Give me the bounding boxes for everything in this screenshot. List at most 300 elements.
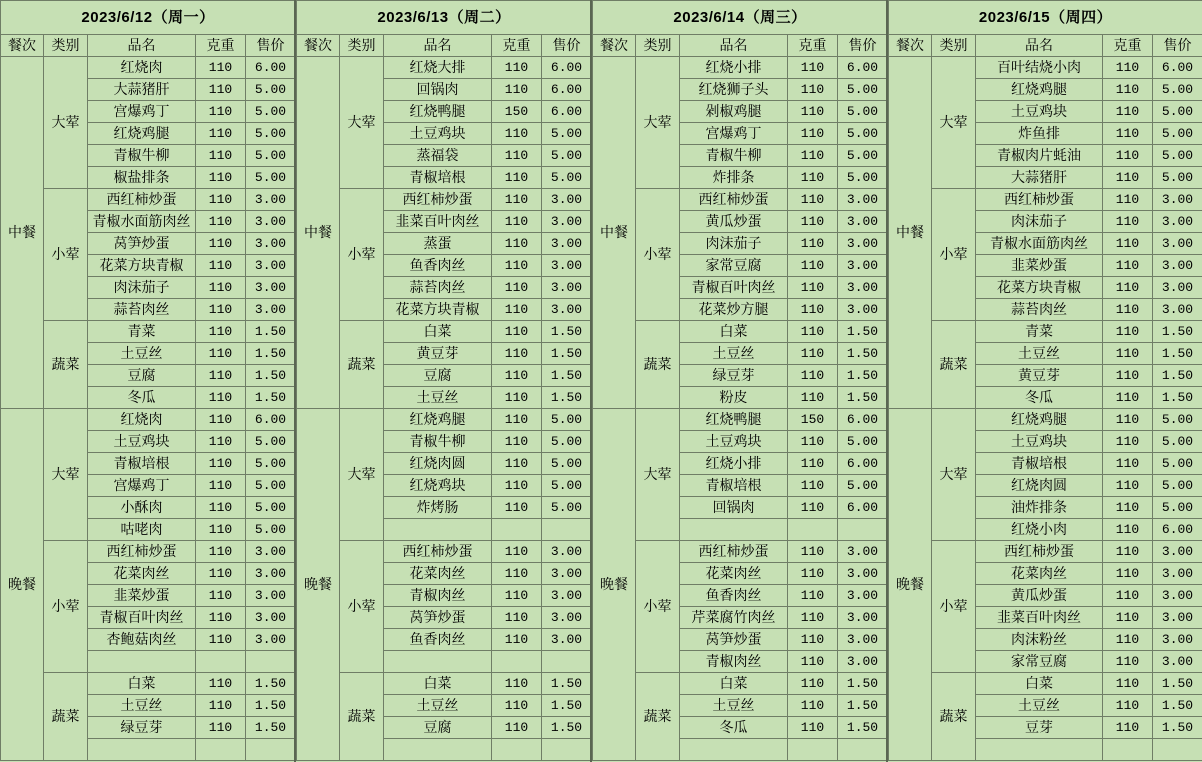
dish-name-cell[interactable]: 土豆丝 bbox=[680, 695, 788, 717]
weight-cell[interactable]: 110 bbox=[196, 123, 246, 145]
price-cell[interactable]: 1.50 bbox=[246, 673, 296, 695]
weight-cell[interactable] bbox=[196, 651, 246, 673]
price-column-header[interactable]: 售价 bbox=[838, 35, 888, 57]
category-cell[interactable]: 小荤 bbox=[932, 541, 976, 673]
price-cell[interactable] bbox=[838, 739, 888, 761]
price-cell[interactable]: 3.00 bbox=[838, 563, 888, 585]
dish-name-cell[interactable]: 青椒培根 bbox=[384, 167, 492, 189]
weight-cell[interactable]: 110 bbox=[788, 607, 838, 629]
price-cell[interactable] bbox=[1153, 739, 1202, 761]
dish-name-cell[interactable]: 蒜苔肉丝 bbox=[88, 299, 196, 321]
price-cell[interactable]: 6.00 bbox=[838, 57, 888, 79]
price-cell[interactable]: 3.00 bbox=[1153, 541, 1202, 563]
price-cell[interactable]: 5.00 bbox=[1153, 79, 1202, 101]
price-cell[interactable]: 3.00 bbox=[246, 277, 296, 299]
dish-name-cell[interactable]: 西红柿炒蛋 bbox=[384, 541, 492, 563]
weight-cell[interactable]: 110 bbox=[492, 695, 542, 717]
weight-cell[interactable]: 110 bbox=[788, 321, 838, 343]
dish-name-cell[interactable]: 莴笋炒蛋 bbox=[680, 629, 788, 651]
price-cell[interactable]: 3.00 bbox=[838, 211, 888, 233]
weight-cell[interactable]: 110 bbox=[492, 211, 542, 233]
category-cell[interactable]: 蔬菜 bbox=[44, 321, 88, 409]
dish-name-cell[interactable]: 白菜 bbox=[384, 321, 492, 343]
price-cell[interactable]: 1.50 bbox=[542, 387, 592, 409]
weight-cell[interactable]: 110 bbox=[1103, 497, 1153, 519]
dish-name-cell[interactable]: 土豆丝 bbox=[976, 343, 1103, 365]
name-column-header[interactable]: 品名 bbox=[88, 35, 196, 57]
price-cell[interactable]: 6.00 bbox=[246, 409, 296, 431]
dish-name-cell[interactable]: 西红柿炒蛋 bbox=[680, 189, 788, 211]
price-cell[interactable]: 5.00 bbox=[542, 497, 592, 519]
dish-name-cell[interactable]: 鱼香肉丝 bbox=[680, 585, 788, 607]
category-cell[interactable]: 小荤 bbox=[44, 541, 88, 673]
weight-cell[interactable]: 110 bbox=[196, 233, 246, 255]
weight-cell[interactable]: 110 bbox=[492, 79, 542, 101]
weight-cell[interactable]: 110 bbox=[788, 497, 838, 519]
dish-name-cell[interactable]: 土豆丝 bbox=[976, 695, 1103, 717]
dish-name-cell[interactable]: 红烧鸡腿 bbox=[384, 409, 492, 431]
dish-name-cell[interactable]: 青椒水面筋肉丝 bbox=[976, 233, 1103, 255]
dish-name-cell[interactable] bbox=[680, 519, 788, 541]
price-cell[interactable]: 3.00 bbox=[838, 629, 888, 651]
meal-cell[interactable]: 晚餐 bbox=[889, 409, 932, 761]
weight-cell[interactable]: 110 bbox=[196, 365, 246, 387]
price-cell[interactable]: 1.50 bbox=[246, 365, 296, 387]
dish-name-cell[interactable] bbox=[88, 739, 196, 761]
name-column-header[interactable]: 品名 bbox=[384, 35, 492, 57]
weight-cell[interactable]: 110 bbox=[196, 497, 246, 519]
dish-name-cell[interactable]: 油炸排条 bbox=[976, 497, 1103, 519]
dish-name-cell[interactable] bbox=[976, 739, 1103, 761]
weight-cell[interactable]: 110 bbox=[196, 167, 246, 189]
dish-name-cell[interactable]: 土豆丝 bbox=[680, 343, 788, 365]
dish-name-cell[interactable]: 土豆丝 bbox=[88, 343, 196, 365]
meal-cell[interactable]: 晚餐 bbox=[593, 409, 636, 761]
dish-name-cell[interactable]: 西红柿炒蛋 bbox=[976, 541, 1103, 563]
weight-cell[interactable]: 110 bbox=[1103, 321, 1153, 343]
weight-cell[interactable]: 110 bbox=[492, 255, 542, 277]
category-cell[interactable]: 蔬菜 bbox=[340, 321, 384, 409]
weight-cell[interactable] bbox=[1103, 739, 1153, 761]
price-cell[interactable]: 6.00 bbox=[838, 497, 888, 519]
category-cell[interactable]: 小荤 bbox=[340, 189, 384, 321]
dish-name-cell[interactable]: 花菜炒方腿 bbox=[680, 299, 788, 321]
category-cell[interactable]: 大荤 bbox=[636, 57, 680, 189]
price-cell[interactable]: 5.00 bbox=[1153, 409, 1202, 431]
weight-cell[interactable]: 110 bbox=[1103, 233, 1153, 255]
weight-cell[interactable]: 110 bbox=[196, 431, 246, 453]
weight-cell[interactable]: 110 bbox=[492, 167, 542, 189]
price-cell[interactable]: 3.00 bbox=[1153, 585, 1202, 607]
dish-name-cell[interactable]: 花菜方块青椒 bbox=[384, 299, 492, 321]
price-cell[interactable]: 1.50 bbox=[838, 387, 888, 409]
price-cell[interactable]: 6.00 bbox=[542, 57, 592, 79]
weight-cell[interactable]: 150 bbox=[492, 101, 542, 123]
category-cell[interactable]: 蔬菜 bbox=[636, 673, 680, 761]
dish-name-cell[interactable]: 蒸蛋 bbox=[384, 233, 492, 255]
dish-name-cell[interactable]: 豆腐 bbox=[384, 717, 492, 739]
dish-name-cell[interactable]: 红烧狮子头 bbox=[680, 79, 788, 101]
dish-name-cell[interactable]: 豆腐 bbox=[88, 365, 196, 387]
date-header[interactable]: 2023/6/12（周一） bbox=[1, 1, 296, 35]
weight-cell[interactable]: 110 bbox=[1103, 277, 1153, 299]
weight-cell[interactable]: 110 bbox=[492, 123, 542, 145]
category-cell[interactable]: 小荤 bbox=[636, 541, 680, 673]
price-cell[interactable]: 5.00 bbox=[1153, 167, 1202, 189]
category-cell[interactable]: 大荤 bbox=[932, 409, 976, 541]
dish-name-cell[interactable]: 青椒百叶肉丝 bbox=[88, 607, 196, 629]
price-cell[interactable]: 5.00 bbox=[246, 167, 296, 189]
weight-cell[interactable]: 110 bbox=[1103, 387, 1153, 409]
price-cell[interactable]: 3.00 bbox=[838, 585, 888, 607]
dish-name-cell[interactable]: 回锅肉 bbox=[384, 79, 492, 101]
meal-cell[interactable]: 中餐 bbox=[1, 57, 44, 409]
price-cell[interactable]: 5.00 bbox=[246, 123, 296, 145]
price-cell[interactable]: 3.00 bbox=[838, 255, 888, 277]
meal-column-header[interactable]: 餐次 bbox=[593, 35, 636, 57]
price-cell[interactable]: 5.00 bbox=[1153, 101, 1202, 123]
dish-name-cell[interactable]: 红烧小排 bbox=[680, 453, 788, 475]
price-cell[interactable]: 1.50 bbox=[838, 673, 888, 695]
dish-name-cell[interactable]: 鱼香肉丝 bbox=[384, 629, 492, 651]
dish-name-cell[interactable]: 青菜 bbox=[976, 321, 1103, 343]
weight-cell[interactable]: 110 bbox=[196, 607, 246, 629]
price-cell[interactable]: 5.00 bbox=[246, 101, 296, 123]
price-cell[interactable]: 5.00 bbox=[1153, 123, 1202, 145]
weight-cell[interactable]: 110 bbox=[492, 145, 542, 167]
price-cell[interactable]: 1.50 bbox=[1153, 321, 1202, 343]
weight-cell[interactable]: 110 bbox=[788, 453, 838, 475]
dish-name-cell[interactable]: 土豆丝 bbox=[384, 695, 492, 717]
weight-cell[interactable]: 110 bbox=[788, 101, 838, 123]
dish-name-cell[interactable]: 红烧鸭腿 bbox=[680, 409, 788, 431]
dish-name-cell[interactable]: 炸烤肠 bbox=[384, 497, 492, 519]
dish-name-cell[interactable]: 宫爆鸡丁 bbox=[88, 101, 196, 123]
weight-cell[interactable]: 110 bbox=[788, 167, 838, 189]
weight-cell[interactable]: 110 bbox=[1103, 585, 1153, 607]
dish-name-cell[interactable]: 西红柿炒蛋 bbox=[384, 189, 492, 211]
meal-cell[interactable]: 中餐 bbox=[593, 57, 636, 409]
dish-name-cell[interactable]: 土豆鸡块 bbox=[680, 431, 788, 453]
weight-cell[interactable]: 110 bbox=[196, 277, 246, 299]
weight-cell[interactable]: 110 bbox=[196, 629, 246, 651]
weight-cell[interactable]: 110 bbox=[492, 541, 542, 563]
dish-name-cell[interactable]: 白菜 bbox=[976, 673, 1103, 695]
date-header[interactable]: 2023/6/13（周二） bbox=[297, 1, 592, 35]
dish-name-cell[interactable]: 花菜方块青椒 bbox=[976, 277, 1103, 299]
weight-cell[interactable]: 110 bbox=[788, 673, 838, 695]
dish-name-cell[interactable]: 土豆鸡块 bbox=[384, 123, 492, 145]
price-cell[interactable]: 3.00 bbox=[246, 607, 296, 629]
dish-name-cell[interactable]: 青菜 bbox=[88, 321, 196, 343]
dish-name-cell[interactable]: 红烧鸡腿 bbox=[976, 79, 1103, 101]
dish-name-cell[interactable]: 白菜 bbox=[680, 321, 788, 343]
price-cell[interactable]: 5.00 bbox=[1153, 145, 1202, 167]
weight-cell[interactable]: 110 bbox=[1103, 211, 1153, 233]
price-cell[interactable]: 5.00 bbox=[542, 123, 592, 145]
weight-column-header[interactable]: 克重 bbox=[492, 35, 542, 57]
weight-cell[interactable]: 110 bbox=[196, 145, 246, 167]
weight-cell[interactable]: 110 bbox=[1103, 409, 1153, 431]
weight-cell[interactable]: 110 bbox=[196, 541, 246, 563]
category-cell[interactable]: 大荤 bbox=[636, 409, 680, 541]
price-cell[interactable]: 3.00 bbox=[542, 541, 592, 563]
dish-name-cell[interactable]: 肉沫茄子 bbox=[88, 277, 196, 299]
meal-cell[interactable]: 晚餐 bbox=[297, 409, 340, 761]
price-cell[interactable]: 5.00 bbox=[246, 145, 296, 167]
weight-cell[interactable]: 110 bbox=[788, 629, 838, 651]
dish-name-cell[interactable]: 炸排条 bbox=[680, 167, 788, 189]
name-column-header[interactable]: 品名 bbox=[976, 35, 1103, 57]
weight-cell[interactable]: 110 bbox=[492, 453, 542, 475]
dish-name-cell[interactable]: 韭菜炒蛋 bbox=[976, 255, 1103, 277]
price-cell[interactable]: 3.00 bbox=[1153, 255, 1202, 277]
dish-name-cell[interactable]: 土豆丝 bbox=[384, 387, 492, 409]
price-column-header[interactable]: 售价 bbox=[1153, 35, 1202, 57]
weight-cell[interactable]: 110 bbox=[788, 57, 838, 79]
dish-name-cell[interactable]: 蒸福袋 bbox=[384, 145, 492, 167]
price-cell[interactable]: 1.50 bbox=[1153, 695, 1202, 717]
price-cell[interactable]: 5.00 bbox=[838, 145, 888, 167]
dish-name-cell[interactable]: 红烧鸡腿 bbox=[976, 409, 1103, 431]
price-cell[interactable]: 1.50 bbox=[246, 695, 296, 717]
price-cell[interactable]: 3.00 bbox=[1153, 651, 1202, 673]
price-cell[interactable]: 1.50 bbox=[246, 717, 296, 739]
weight-cell[interactable]: 110 bbox=[492, 189, 542, 211]
price-cell[interactable]: 1.50 bbox=[542, 717, 592, 739]
weight-cell[interactable]: 150 bbox=[788, 409, 838, 431]
meal-cell[interactable]: 中餐 bbox=[889, 57, 932, 409]
price-cell[interactable]: 3.00 bbox=[246, 541, 296, 563]
dish-name-cell[interactable]: 红烧肉 bbox=[88, 409, 196, 431]
dish-name-cell[interactable]: 白菜 bbox=[384, 673, 492, 695]
category-column-header[interactable]: 类别 bbox=[932, 35, 976, 57]
category-cell[interactable]: 大荤 bbox=[340, 57, 384, 189]
weight-cell[interactable]: 110 bbox=[788, 651, 838, 673]
weight-cell[interactable]: 110 bbox=[788, 343, 838, 365]
price-cell[interactable]: 3.00 bbox=[838, 233, 888, 255]
dish-name-cell[interactable] bbox=[384, 651, 492, 673]
category-column-header[interactable]: 类别 bbox=[44, 35, 88, 57]
weight-cell[interactable]: 110 bbox=[196, 79, 246, 101]
dish-name-cell[interactable]: 红烧肉圆 bbox=[384, 453, 492, 475]
price-cell[interactable]: 5.00 bbox=[542, 453, 592, 475]
price-cell[interactable]: 3.00 bbox=[246, 563, 296, 585]
dish-name-cell[interactable]: 花菜肉丝 bbox=[976, 563, 1103, 585]
weight-cell[interactable]: 110 bbox=[492, 717, 542, 739]
dish-name-cell[interactable]: 青椒培根 bbox=[88, 453, 196, 475]
weight-cell[interactable] bbox=[788, 519, 838, 541]
dish-name-cell[interactable]: 回锅肉 bbox=[680, 497, 788, 519]
price-cell[interactable]: 1.50 bbox=[838, 321, 888, 343]
dish-name-cell[interactable]: 西红柿炒蛋 bbox=[680, 541, 788, 563]
weight-cell[interactable]: 110 bbox=[196, 475, 246, 497]
price-cell[interactable]: 5.00 bbox=[246, 431, 296, 453]
dish-name-cell[interactable]: 宫爆鸡丁 bbox=[680, 123, 788, 145]
weight-cell[interactable] bbox=[492, 739, 542, 761]
price-column-header[interactable]: 售价 bbox=[542, 35, 592, 57]
price-cell[interactable]: 6.00 bbox=[542, 79, 592, 101]
dish-name-cell[interactable]: 红烧鸡腿 bbox=[88, 123, 196, 145]
dish-name-cell[interactable]: 绿豆芽 bbox=[88, 717, 196, 739]
price-cell[interactable]: 1.50 bbox=[246, 343, 296, 365]
price-cell[interactable]: 3.00 bbox=[838, 277, 888, 299]
price-cell[interactable] bbox=[542, 519, 592, 541]
dish-name-cell[interactable]: 肉沫粉丝 bbox=[976, 629, 1103, 651]
category-column-header[interactable]: 类别 bbox=[340, 35, 384, 57]
price-cell[interactable]: 1.50 bbox=[838, 365, 888, 387]
weight-cell[interactable]: 110 bbox=[196, 695, 246, 717]
price-cell[interactable]: 3.00 bbox=[246, 299, 296, 321]
weight-cell[interactable]: 110 bbox=[1103, 145, 1153, 167]
dish-name-cell[interactable]: 冬瓜 bbox=[680, 717, 788, 739]
dish-name-cell[interactable]: 白菜 bbox=[88, 673, 196, 695]
price-cell[interactable]: 1.50 bbox=[542, 343, 592, 365]
weight-cell[interactable]: 110 bbox=[788, 211, 838, 233]
date-header[interactable]: 2023/6/15（周四） bbox=[889, 1, 1202, 35]
category-cell[interactable]: 大荤 bbox=[340, 409, 384, 541]
price-cell[interactable]: 3.00 bbox=[542, 189, 592, 211]
weight-cell[interactable]: 110 bbox=[788, 145, 838, 167]
weight-cell[interactable]: 110 bbox=[788, 123, 838, 145]
price-cell[interactable]: 5.00 bbox=[246, 79, 296, 101]
dish-name-cell[interactable]: 肉沫茄子 bbox=[680, 233, 788, 255]
price-cell[interactable]: 1.50 bbox=[838, 343, 888, 365]
weight-cell[interactable]: 110 bbox=[196, 255, 246, 277]
category-cell[interactable]: 大荤 bbox=[44, 57, 88, 189]
price-cell[interactable]: 3.00 bbox=[246, 211, 296, 233]
dish-name-cell[interactable]: 韭菜炒蛋 bbox=[88, 585, 196, 607]
weight-column-header[interactable]: 克重 bbox=[1103, 35, 1153, 57]
price-cell[interactable]: 1.50 bbox=[1153, 365, 1202, 387]
price-cell[interactable]: 1.50 bbox=[1153, 673, 1202, 695]
price-cell[interactable]: 3.00 bbox=[1153, 299, 1202, 321]
weight-cell[interactable]: 110 bbox=[1103, 673, 1153, 695]
weight-cell[interactable]: 110 bbox=[196, 189, 246, 211]
price-cell[interactable]: 1.50 bbox=[542, 673, 592, 695]
dish-name-cell[interactable]: 黄豆芽 bbox=[976, 365, 1103, 387]
price-cell[interactable]: 5.00 bbox=[1153, 497, 1202, 519]
category-cell[interactable]: 小荤 bbox=[44, 189, 88, 321]
weight-cell[interactable]: 110 bbox=[1103, 629, 1153, 651]
price-cell[interactable]: 1.50 bbox=[1153, 717, 1202, 739]
price-cell[interactable]: 5.00 bbox=[838, 431, 888, 453]
dish-name-cell[interactable]: 红烧小肉 bbox=[976, 519, 1103, 541]
price-cell[interactable]: 3.00 bbox=[542, 585, 592, 607]
weight-cell[interactable]: 110 bbox=[492, 563, 542, 585]
weight-cell[interactable]: 110 bbox=[196, 299, 246, 321]
weight-cell[interactable]: 110 bbox=[196, 673, 246, 695]
weight-column-header[interactable]: 克重 bbox=[196, 35, 246, 57]
weight-cell[interactable]: 110 bbox=[492, 277, 542, 299]
dish-name-cell[interactable]: 大蒜猪肝 bbox=[88, 79, 196, 101]
weight-cell[interactable]: 110 bbox=[1103, 695, 1153, 717]
dish-name-cell[interactable]: 粉皮 bbox=[680, 387, 788, 409]
meal-column-header[interactable]: 餐次 bbox=[297, 35, 340, 57]
weight-cell[interactable]: 110 bbox=[492, 607, 542, 629]
dish-name-cell[interactable]: 红烧小排 bbox=[680, 57, 788, 79]
dish-name-cell[interactable]: 莴笋炒蛋 bbox=[88, 233, 196, 255]
weight-cell[interactable]: 110 bbox=[788, 563, 838, 585]
price-cell[interactable]: 3.00 bbox=[246, 189, 296, 211]
price-cell[interactable]: 6.00 bbox=[542, 101, 592, 123]
weight-cell[interactable]: 110 bbox=[492, 233, 542, 255]
price-cell[interactable]: 1.50 bbox=[1153, 343, 1202, 365]
weight-column-header[interactable]: 克重 bbox=[788, 35, 838, 57]
price-cell[interactable]: 5.00 bbox=[542, 167, 592, 189]
weight-cell[interactable]: 110 bbox=[788, 255, 838, 277]
dish-name-cell[interactable]: 宫爆鸡丁 bbox=[88, 475, 196, 497]
weight-cell[interactable]: 110 bbox=[788, 585, 838, 607]
weight-cell[interactable]: 110 bbox=[1103, 651, 1153, 673]
price-cell[interactable]: 3.00 bbox=[1153, 233, 1202, 255]
dish-name-cell[interactable]: 青椒培根 bbox=[976, 453, 1103, 475]
price-cell[interactable]: 3.00 bbox=[542, 233, 592, 255]
dish-name-cell[interactable]: 小酥肉 bbox=[88, 497, 196, 519]
dish-name-cell[interactable]: 花菜方块青椒 bbox=[88, 255, 196, 277]
price-cell[interactable]: 3.00 bbox=[1153, 607, 1202, 629]
weight-cell[interactable]: 110 bbox=[1103, 57, 1153, 79]
price-cell[interactable] bbox=[838, 519, 888, 541]
weight-cell[interactable]: 110 bbox=[788, 541, 838, 563]
date-header[interactable]: 2023/6/14（周三） bbox=[593, 1, 888, 35]
weight-cell[interactable]: 110 bbox=[1103, 453, 1153, 475]
weight-cell[interactable]: 110 bbox=[492, 497, 542, 519]
price-cell[interactable]: 5.00 bbox=[838, 475, 888, 497]
category-cell[interactable]: 蔬菜 bbox=[932, 321, 976, 409]
weight-cell[interactable]: 110 bbox=[196, 343, 246, 365]
price-cell[interactable]: 1.50 bbox=[542, 321, 592, 343]
price-cell[interactable]: 1.50 bbox=[542, 365, 592, 387]
dish-name-cell[interactable]: 青椒牛柳 bbox=[88, 145, 196, 167]
price-cell[interactable]: 6.00 bbox=[838, 409, 888, 431]
weight-cell[interactable] bbox=[788, 739, 838, 761]
dish-name-cell[interactable]: 红烧鸡块 bbox=[384, 475, 492, 497]
weight-cell[interactable]: 110 bbox=[1103, 343, 1153, 365]
dish-name-cell[interactable]: 冬瓜 bbox=[976, 387, 1103, 409]
price-cell[interactable]: 3.00 bbox=[246, 585, 296, 607]
weight-cell[interactable]: 110 bbox=[788, 233, 838, 255]
price-cell[interactable]: 3.00 bbox=[1153, 563, 1202, 585]
category-cell[interactable]: 小荤 bbox=[932, 189, 976, 321]
dish-name-cell[interactable]: 蒜苔肉丝 bbox=[384, 277, 492, 299]
weight-cell[interactable]: 110 bbox=[492, 299, 542, 321]
dish-name-cell[interactable]: 黄瓜炒蛋 bbox=[680, 211, 788, 233]
category-cell[interactable]: 蔬菜 bbox=[932, 673, 976, 761]
price-cell[interactable]: 1.50 bbox=[246, 387, 296, 409]
dish-name-cell[interactable]: 鱼香肉丝 bbox=[384, 255, 492, 277]
weight-cell[interactable]: 110 bbox=[196, 57, 246, 79]
dish-name-cell[interactable]: 西红柿炒蛋 bbox=[88, 541, 196, 563]
weight-cell[interactable]: 110 bbox=[1103, 101, 1153, 123]
weight-cell[interactable]: 110 bbox=[492, 409, 542, 431]
dish-name-cell[interactable] bbox=[88, 651, 196, 673]
weight-cell[interactable]: 110 bbox=[492, 431, 542, 453]
weight-cell[interactable]: 110 bbox=[788, 475, 838, 497]
dish-name-cell[interactable]: 蒜苔肉丝 bbox=[976, 299, 1103, 321]
price-cell[interactable]: 6.00 bbox=[1153, 57, 1202, 79]
dish-name-cell[interactable]: 韭菜百叶肉丝 bbox=[976, 607, 1103, 629]
weight-cell[interactable]: 110 bbox=[492, 343, 542, 365]
name-column-header[interactable]: 品名 bbox=[680, 35, 788, 57]
price-cell[interactable]: 3.00 bbox=[1153, 189, 1202, 211]
dish-name-cell[interactable]: 西红柿炒蛋 bbox=[976, 189, 1103, 211]
dish-name-cell[interactable]: 红烧大排 bbox=[384, 57, 492, 79]
weight-cell[interactable]: 110 bbox=[196, 101, 246, 123]
dish-name-cell[interactable]: 红烧肉圆 bbox=[976, 475, 1103, 497]
price-cell[interactable]: 3.00 bbox=[542, 277, 592, 299]
weight-cell[interactable]: 110 bbox=[196, 585, 246, 607]
